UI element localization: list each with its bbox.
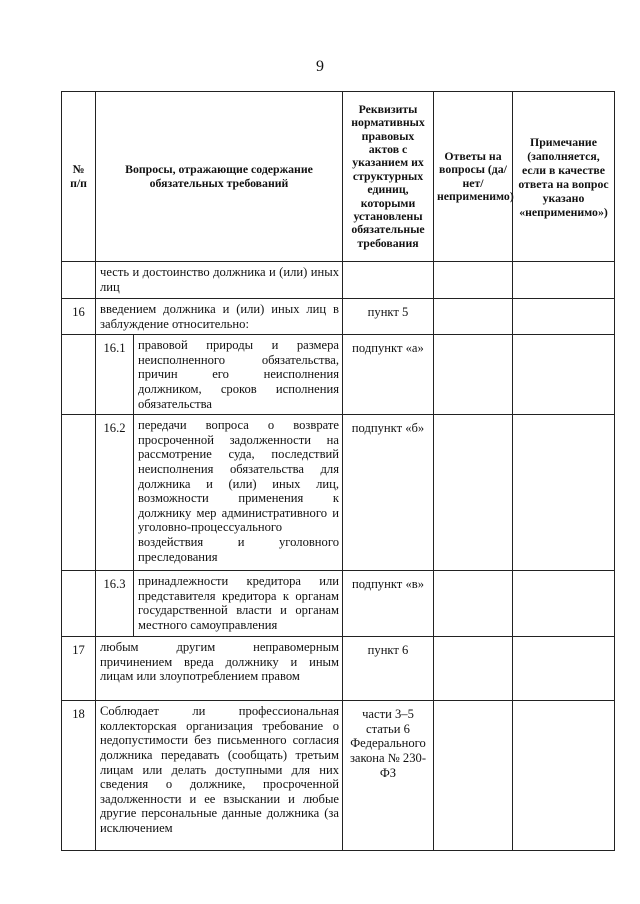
question-text: принадлежности кредитора или представителя кредитора к органам государственной власти и органам местного самоуправления <box>138 574 339 632</box>
note-cell[interactable] <box>513 415 615 571</box>
answer-cell[interactable] <box>434 335 513 415</box>
requisite-ref: подпункт «б» <box>343 415 434 571</box>
answer-cell[interactable] <box>434 637 513 701</box>
row-number: 17 <box>62 637 96 701</box>
question-text: любым другим неправомерным причинением вреда должнику и иным лицам или злоупотреблением правом <box>96 637 343 701</box>
table-row <box>62 637 615 701</box>
requisite-ref: подпункт «а» <box>343 335 434 415</box>
row-number: 16.1 <box>96 335 134 414</box>
table-row <box>62 262 615 299</box>
sub-question <box>96 335 343 415</box>
table-row <box>62 701 615 851</box>
row-number: 16 <box>62 299 96 335</box>
header-requisites: Реквизиты нормативных правовых актов с указанием их структурных единиц, которыми установлены обязательные требования <box>343 92 434 262</box>
answer-cell[interactable] <box>434 262 513 299</box>
page-number: 9 <box>316 58 324 75</box>
row-number: 18 <box>62 701 96 851</box>
question-text: введением должника и (или) иных лиц в заблуждение относительно: <box>96 299 343 335</box>
cell-num <box>62 335 96 415</box>
table-row <box>62 335 615 415</box>
question-text: правовой природы и размера неисполненного обязательства, причин его неисполнения должником, сроков исполнения обязательства <box>138 338 339 411</box>
requirements-table <box>61 91 615 851</box>
sub-question <box>96 571 343 637</box>
requisite-ref: части 3–5 статьи 6 Федерального закона № 230-ФЗ <box>343 701 434 851</box>
note-cell[interactable] <box>513 571 615 637</box>
table-header-row <box>62 92 615 262</box>
question-text: передачи вопроса о возврате просроченной задолженности на рассмотрение суда, последствий неисполнения обязательства для должника и (или) иных лиц, возможности применения к должнику мер административного и уголовно-процессуального воздействия и уголовного преследования <box>138 418 339 564</box>
header-answers: Ответы на вопросы (да/нет/ неприменимо) <box>434 92 513 262</box>
note-cell[interactable] <box>513 335 615 415</box>
answer-cell[interactable] <box>434 571 513 637</box>
requisite-ref: подпункт «в» <box>343 571 434 637</box>
header-num: № п/п <box>62 92 96 262</box>
table-row <box>62 415 615 571</box>
question-text: честь и достоинство должника и (или) иных лиц <box>96 262 343 299</box>
header-questions: Вопросы, отражающие содержание обязательных требований <box>96 92 343 262</box>
requisite-ref: пункт 6 <box>343 637 434 701</box>
row-number: 16.2 <box>96 415 134 570</box>
answer-cell[interactable] <box>434 415 513 571</box>
cell-num <box>62 262 96 299</box>
row-number: 16.3 <box>96 571 134 636</box>
cell-num <box>62 571 96 637</box>
note-cell[interactable] <box>513 701 615 851</box>
cell-ref <box>343 262 434 299</box>
header-note: Примечание (заполняется, если в качестве ответа на вопрос указано «неприменимо») <box>513 92 615 262</box>
cell-num <box>62 415 96 571</box>
requisite-ref: пункт 5 <box>343 299 434 335</box>
answer-cell[interactable] <box>434 299 513 335</box>
note-cell[interactable] <box>513 299 615 335</box>
table-row <box>62 571 615 637</box>
answer-cell[interactable] <box>434 701 513 851</box>
table-row <box>62 299 615 335</box>
sub-question <box>96 415 343 571</box>
note-cell[interactable] <box>513 637 615 701</box>
question-text: Соблюдает ли профессиональная коллекторская организация требование о недопустимости без письменного согласия должника передавать (сообщать) третьим лицам или делать доступными для них сведения о должнике, просроченной задолженности и ее взыскании и любые другие персональные данные должника (за исключением <box>96 701 343 851</box>
note-cell[interactable] <box>513 262 615 299</box>
